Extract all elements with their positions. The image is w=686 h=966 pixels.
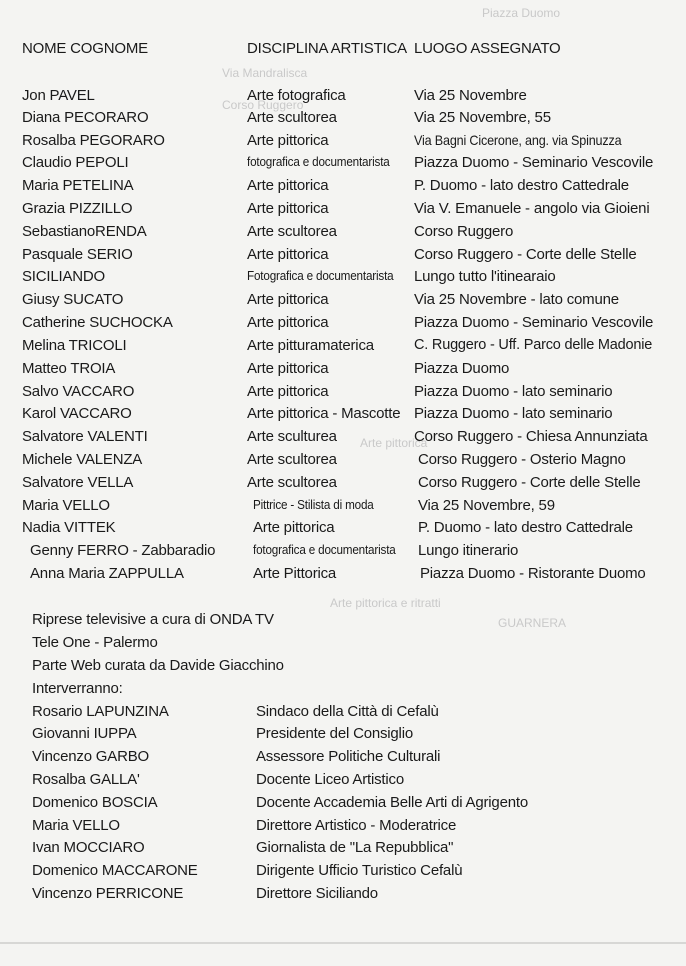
artist-location: Piazza Duomo - Ristorante Duomo [420,565,646,582]
tv-channel: Tele One - Palermo [32,634,158,651]
artist-name: Nadia VITTEK [22,519,116,536]
artist-row [0,177,686,199]
speaker-role: Direttore Artistico - Moderatrice [256,817,457,834]
speaker-row [0,771,686,793]
speaker-row [0,725,686,747]
speaker-row [0,817,686,839]
artist-location: C. Ruggero - Uff. Parco delle Madonie [414,337,653,353]
artist-row [0,314,686,336]
artist-name: Michele VALENZA [22,451,143,468]
artist-name: Maria VELLO [22,497,110,514]
artist-discipline: Arte scultorea [247,474,337,491]
artist-discipline: Arte Pittorica [253,565,337,582]
artist-discipline: Arte pittorica [247,291,329,308]
artist-discipline: Arte pitturamaterica [247,337,374,354]
artist-name: Catherine SUCHOCKA [22,314,173,331]
artist-name: Jon PAVEL [22,87,95,104]
artist-row [0,337,686,359]
artist-row [0,154,686,176]
artist-discipline: Arte pittorica [247,200,329,217]
artist-row [0,565,686,587]
speaker-role: Docente Accademia Belle Arti di Agrigento [256,794,528,811]
artist-discipline: Arte sculturea [247,428,337,445]
speaker-role: Sindaco della Città di Cefalù [256,703,439,720]
artist-discipline: Arte pittorica [247,360,329,377]
artist-row [0,268,686,290]
artist-row [0,542,686,564]
artist-name: Genny FERRO - Zabbaradio [30,542,216,559]
artist-row [0,383,686,405]
speaker-name: Domenico MACCARONE [32,862,198,879]
speaker-role: Docente Liceo Artistico [256,771,404,788]
speaker-name: Rosalba GALLA' [32,771,140,788]
artist-row [0,451,686,473]
artist-location: Piazza Duomo - Seminario Vescovile [414,314,654,331]
artist-location: Piazza Duomo - lato seminario [414,405,613,422]
web-credit: Parte Web curata da Davide Giacchino [32,657,284,674]
artist-name: Giusy SUCATO [22,291,124,308]
artist-row [0,109,686,131]
speaker-role: Dirigente Ufficio Turistico Cefalù [256,862,463,879]
speaker-name: Maria VELLO [32,817,120,834]
artist-location: Corso Ruggero - Corte delle Stelle [414,246,637,263]
artist-location: Via Bagni Cicerone, ang. via Spinuzza [414,132,622,148]
artist-discipline: Fotografica e documentarista [247,268,394,283]
artist-name: Anna Maria ZAPPULLA [30,565,184,582]
header-discipline: DISCIPLINA ARTISTICA [247,40,407,57]
artist-row [0,291,686,313]
speaker-row [0,839,686,861]
artist-discipline: fotografica e documentarista [247,154,390,169]
artist-row [0,132,686,154]
artist-name: Salvatore VALENTI [22,428,148,445]
speaker-name: Domenico BOSCIA [32,794,158,811]
artist-name: Matteo TROIA [22,360,116,377]
artist-discipline: Arte pittorica [247,383,329,400]
artist-discipline: Pittrice - Stilista di moda [253,497,374,512]
artist-row [0,223,686,245]
artist-location: P. Duomo - lato destro Cattedrale [414,177,629,194]
artist-discipline: Arte scultorea [247,223,337,240]
bleed-text: GUARNERA [498,616,567,630]
artist-location: Via 25 Novembre, 55 [414,109,551,126]
artist-location: Piazza Duomo - Seminario Vescovile [414,154,654,171]
artist-row [0,497,686,519]
artist-name: Claudio PEPOLI [22,154,129,171]
artist-location: Corso Ruggero - Chiesa Annunziata [414,428,648,445]
artist-discipline: Arte scultorea [247,109,337,126]
artist-row [0,200,686,222]
artist-location: Corso Ruggero - Corte delle Stelle [418,474,641,491]
bleed-text: Piazza Duomo [482,6,561,20]
artist-location: Via V. Emanuele - angolo via Gioieni [414,200,650,217]
artist-discipline: Arte pittorica - Mascotte [247,405,401,422]
speaker-row [0,885,686,907]
bleed-text: Corso Ruggero [222,98,304,112]
artist-name: Melina TRICOLI [22,337,127,354]
artist-name: Rosalba PEGORARO [22,132,165,149]
artist-location: Via 25 Novembre, 59 [418,497,555,514]
artist-location: P. Duomo - lato destro Cattedrale [418,519,633,536]
artist-discipline: Arte pittorica [247,246,329,263]
artist-location: Via 25 Novembre [414,87,527,104]
artist-row [0,519,686,541]
artist-row [0,246,686,268]
artist-row [0,405,686,427]
speaker-row [0,703,686,725]
artist-name: Salvatore VELLA [22,474,134,491]
artist-discipline: Arte pittorica [247,177,329,194]
artist-location: Piazza Duomo [414,360,510,377]
speaker-name: Giovanni IUPPA [32,725,137,742]
artist-name: Salvo VACCARO [22,383,135,400]
header-location: LUOGO ASSEGNATO [414,40,561,57]
artist-row [0,360,686,382]
artist-location: Corso Ruggero - Osterio Magno [418,451,626,468]
speaker-role: Giornalista de "La Repubblica" [256,839,454,856]
artist-location: Lungo tutto l'itinearaio [414,268,556,285]
artist-location: Via 25 Novembre - lato comune [414,291,619,308]
artist-location: Lungo itinerario [418,542,519,559]
bleed-text: Arte pittorica e ritratti [330,596,441,610]
artist-discipline: Arte fotografica [247,87,346,104]
artist-location: Corso Ruggero [414,223,514,240]
artist-location: Piazza Duomo - lato seminario [414,383,613,400]
speakers-heading: Interverranno: [32,680,123,697]
artist-name: Grazia PIZZILLO [22,200,133,217]
artist-row [0,474,686,496]
artist-row [0,87,686,109]
bleed-text: Via Mandralisca [222,66,308,80]
tv-credit: Riprese televisive a cura di ONDA TV [32,611,274,628]
artist-discipline: Arte pittorica [253,519,335,536]
artist-discipline: Arte pittorica [247,314,329,331]
header-name: NOME COGNOME [22,40,148,57]
speaker-role: Presidente del Consiglio [256,725,413,742]
speaker-name: Vincenzo GARBO [32,748,149,765]
speaker-name: Rosario LAPUNZINA [32,703,169,720]
artist-name: Maria PETELINA [22,177,134,194]
bleed-text: Arte pittorica [360,436,428,450]
artist-discipline: Arte scultorea [247,451,337,468]
speaker-role: Direttore Siciliando [256,885,378,902]
artist-name: Pasquale SERIO [22,246,133,263]
speaker-row [0,862,686,884]
artist-discipline: Arte pittorica [247,132,329,149]
artist-discipline: fotografica e documentarista [253,542,396,557]
speaker-row [0,748,686,770]
speaker-row [0,794,686,816]
speaker-role: Assessore Politiche Culturali [256,748,441,765]
artist-name: SICILIANDO [22,268,106,285]
speaker-name: Ivan MOCCIARO [32,839,145,856]
speaker-name: Vincenzo PERRICONE [32,885,184,902]
page-edge-line [0,942,686,944]
artist-name: Diana PECORARO [22,109,149,126]
artist-name: SebastianoRENDA [22,223,147,240]
artist-name: Karol VACCARO [22,405,132,422]
artist-row [0,428,686,450]
